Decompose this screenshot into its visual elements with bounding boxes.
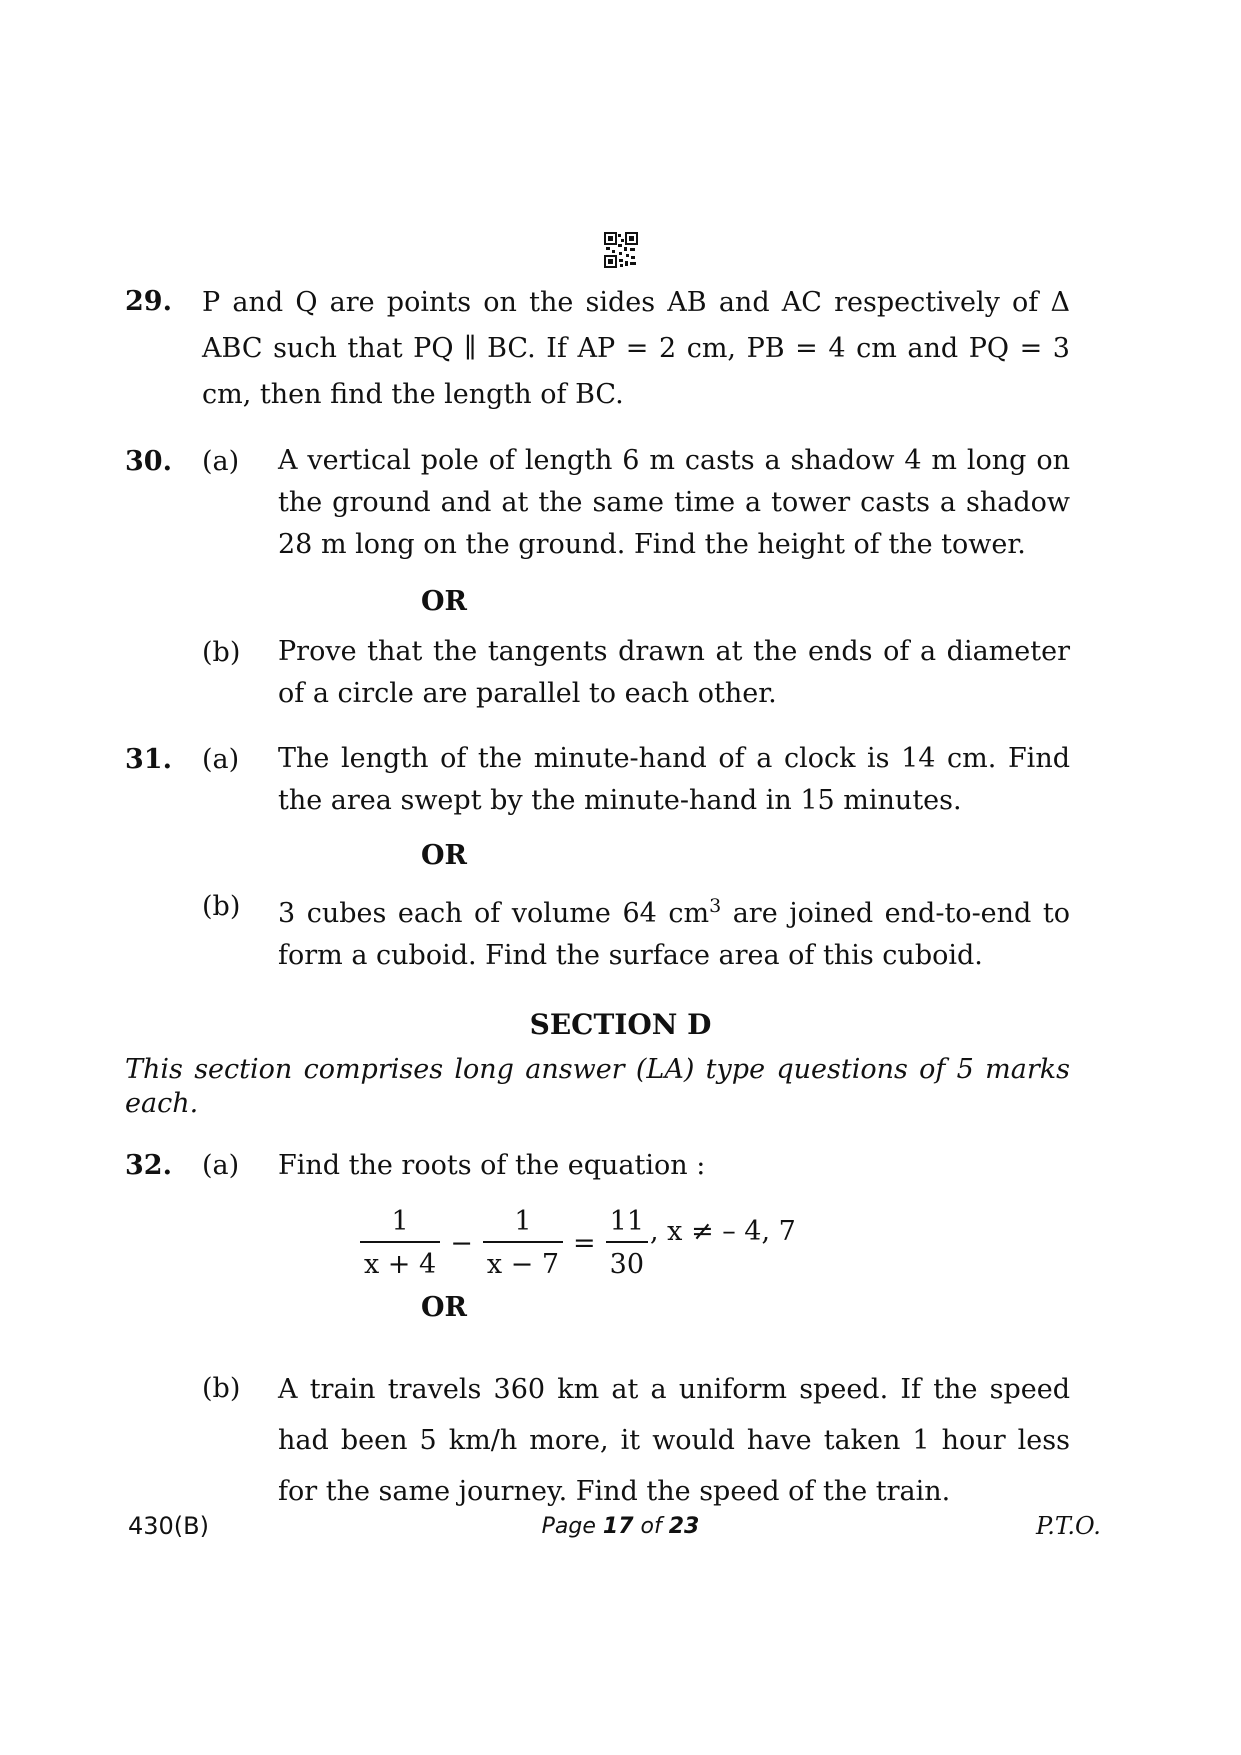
or-divider: OR [421,1292,467,1323]
section-description: This section comprises long answer (LA) type questions of 5 marks each. [125,1054,1070,1119]
question-text [278,885,1070,977]
operator: − [450,1227,473,1259]
question-number: 30. [125,446,172,477]
option-label: (b) [202,1373,241,1404]
qr-code-icon [604,232,638,268]
page-total: 23 [668,1514,700,1539]
numerator: 11 [606,1206,648,1243]
of-word: of [640,1514,662,1539]
superscript: 3 [709,895,722,917]
question-text: A train travels 360 km at a uniform speed. If the speed had been 5 km/h more, it would have taken 1 hour less for the same journey. Find the speed of the train. [278,1374,1070,1507]
fraction [483,1206,563,1280]
equation [360,1206,806,1280]
fraction [606,1206,648,1280]
fraction [360,1206,440,1280]
denominator: x − 7 [486,1249,560,1280]
operator: = [573,1227,596,1259]
question-number: 31. [125,744,172,775]
page-word: Page [541,1514,596,1539]
denominator: x + 4 [364,1249,437,1280]
option-label: (b) [202,637,241,668]
option-label: (b) [202,891,241,922]
option-label: (a) [202,744,240,775]
numerator: 1 [360,1206,440,1243]
or-divider: OR [421,586,467,617]
question-number: 32. [125,1150,172,1181]
option-label: (a) [202,1150,240,1181]
pto-label: P.T.O. [1036,1512,1101,1540]
question-text: Find the roots of the equation : [278,1150,706,1181]
question-text: Prove that the tangents drawn at the ends of a diameter of a circle are parallel to each other. [278,636,1070,709]
paper-code: 430(B) [128,1512,209,1540]
question-text: The length of the minute-hand of a clock is 14 cm. Find the area swept by the minute-hand in 15 minutes. [278,743,1070,816]
or-divider: OR [421,840,467,871]
denominator: 30 [609,1249,645,1280]
numerator: 1 [483,1206,563,1243]
question-number: 29. [125,286,172,317]
page-number: 17 [602,1514,634,1539]
section-title: SECTION D [529,1008,712,1041]
question-text: A vertical pole of length 6 m casts a shadow 4 m long on the ground and at the same time a tower casts a shadow 28 m long on the ground. Find the height of the tower. [278,445,1070,560]
equation-condition: , x ≠ – 4, 7 [650,1215,796,1247]
question-text-part: 3 cubes each of volume 64 cm [278,898,710,929]
question-text-part: are joined end-to-end to form a cuboid. Find the surface area of this cuboid. [278,898,1070,971]
question-text: P and Q are points on the sides AB and AC respectively of Δ ABC such that PQ ∥ BC. If AP = 2 cm, PB = 4 cm and PQ = 3 cm, then find the length of BC. [202,287,1070,410]
option-label: (a) [202,446,240,477]
